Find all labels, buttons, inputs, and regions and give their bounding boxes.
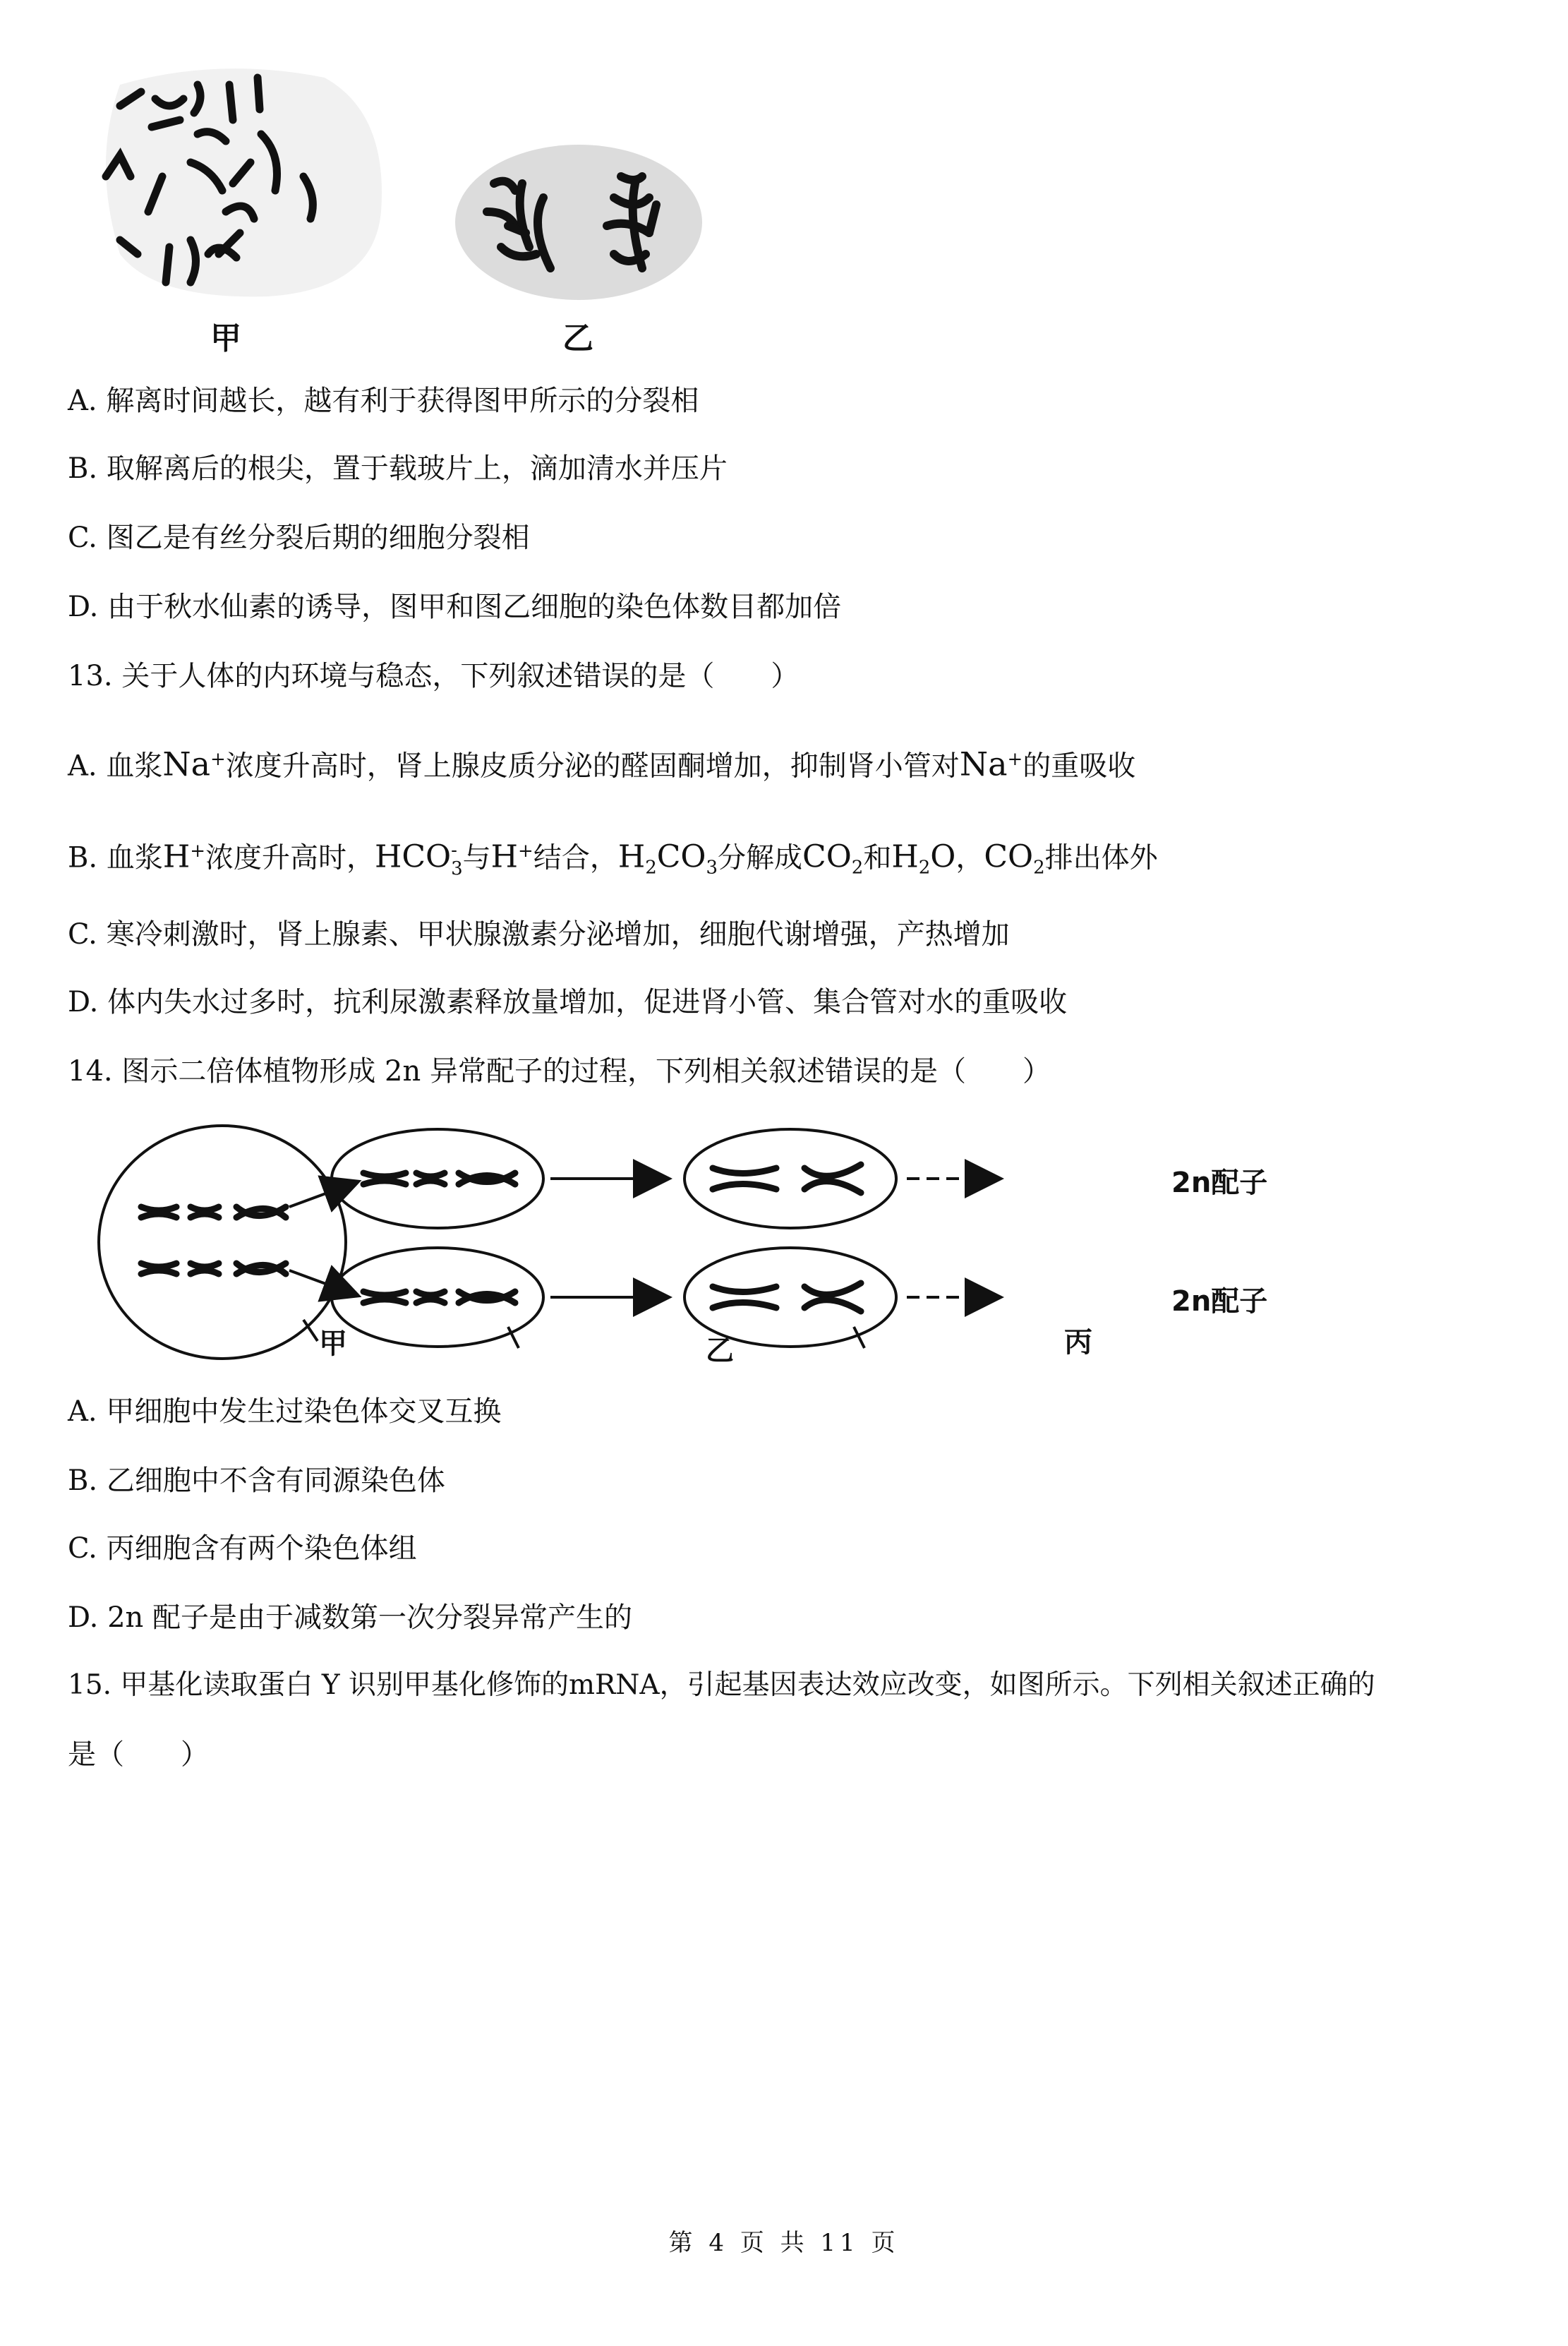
micrograph-jia: [92, 56, 402, 303]
q13-b-plus: +: [190, 841, 205, 862]
q13-option-d: D. 体内失水过多时，抗利尿激素释放量增加，促进肾小管、集合管对水的重吸收: [68, 986, 1068, 1018]
q13-a-na2: Na: [959, 745, 1008, 783]
q13-b-co2: CO: [802, 838, 852, 875]
q13-b-co2-sub: 2: [851, 857, 864, 879]
q14-gamete-label-bottom: 2n配子: [1171, 1285, 1268, 1318]
figure-label-yi: 乙: [562, 320, 593, 356]
q13-a-mid: 浓度升高时，肾上腺皮质分泌的醛固酮增加，抑制肾小管对: [225, 750, 960, 783]
q13-b-mid4: 分解成: [718, 841, 803, 874]
q13-b-h2o-sub: 2: [918, 857, 931, 879]
q12-option-b: B. 取解离后的根尖，置于载玻片上，滴加清水并压片: [68, 452, 728, 485]
q14-label-yi: 乙: [706, 1335, 734, 1367]
q13-b-h2co3-sub1: 2: [645, 857, 657, 879]
q13-b-hco: HCO: [375, 838, 452, 875]
q13-b-co2b: CO: [984, 838, 1034, 875]
q14-option-b: B. 乙细胞中不含有同源染色体: [68, 1464, 445, 1497]
q14-label-bing: 丙: [1064, 1326, 1092, 1359]
q14-gamete-label-top: 2n配子: [1171, 1167, 1268, 1199]
figure-label-jia: 甲: [210, 320, 241, 356]
q12-option-a: A. 解离时间越长，越有利于获得图甲所示的分裂相: [68, 385, 699, 417]
q13-b-hco-sup: -: [451, 840, 457, 862]
q13-option-b: [68, 831, 1158, 887]
q12-option-d: D. 由于秋水仙素的诱导，图甲和图乙细胞的染色体数目都加倍: [68, 591, 842, 623]
q13-b-mid2: 与: [462, 841, 491, 874]
q14-option-d: D. 2n 配子是由于减数第一次分裂异常产生的: [68, 1601, 632, 1634]
q13-b-mid1: 浓度升高时，: [205, 841, 375, 874]
q13-b-mid3: 结合，: [533, 841, 618, 874]
q13-a-prefix: A. 血浆: [68, 750, 163, 783]
q13-b-comma: ，: [955, 841, 984, 874]
q13-b-plus2: +: [518, 841, 533, 862]
q13-b-h2co3-b: CO: [656, 838, 706, 875]
micrograph-yi: [452, 141, 706, 303]
q14-option-a: A. 甲细胞中发生过染色体交叉互换: [68, 1395, 502, 1428]
q13-b-h2o-b: O: [930, 838, 956, 875]
q13-b-mid5: 和: [863, 841, 892, 874]
q15-stem-line2: 是（ ）: [68, 1738, 209, 1771]
q13-b-h: H: [162, 838, 191, 875]
q14-stem: 14. 图示二倍体植物形成 2n 异常配子的过程，下列相关叙述错误的是（ ）: [68, 1055, 1051, 1088]
q13-b-h2o-a: H: [891, 838, 919, 875]
q13-b-h2co3-a: H: [617, 838, 646, 875]
q13-a-plus2: +: [1007, 749, 1023, 770]
q13-stem: 13. 关于人体的内环境与稳态，下列叙述错误的是（ ）: [68, 660, 800, 692]
q14-label-jia: 甲: [319, 1328, 347, 1360]
page-footer: 第 4 页 共 11 页: [668, 2229, 900, 2257]
q12-option-c: C. 图乙是有丝分裂后期的细胞分裂相: [68, 522, 530, 554]
q13-b-co2b-sub: 2: [1033, 857, 1045, 879]
q13-b-h2co3-sub2: 3: [706, 857, 718, 879]
q13-option-a: [68, 740, 1135, 786]
q13-b-prefix: B. 血浆: [68, 841, 163, 874]
q13-b-hco-sub: 3: [451, 858, 463, 880]
q13-a-end: 的重吸收: [1023, 750, 1136, 783]
q13-option-c: C. 寒冷刺激时，肾上腺素、甲状腺激素分泌增加，细胞代谢增强，产热增加: [68, 918, 1010, 951]
q13-a-plus: +: [210, 749, 226, 770]
q13-b-end: 排出体外: [1044, 841, 1158, 874]
q15-stem-line1: 15. 甲基化读取蛋白 Y 识别甲基化修饰的mRNA，引起基因表达效应改变，如图所示。下列相关叙述正确的: [68, 1669, 1375, 1701]
q13-a-na: Na: [162, 745, 211, 783]
q14-option-c: C. 丙细胞含有两个染色体组: [68, 1532, 417, 1565]
q13-b-h2: H: [490, 838, 519, 875]
q14-diagram: [85, 1122, 1284, 1376]
